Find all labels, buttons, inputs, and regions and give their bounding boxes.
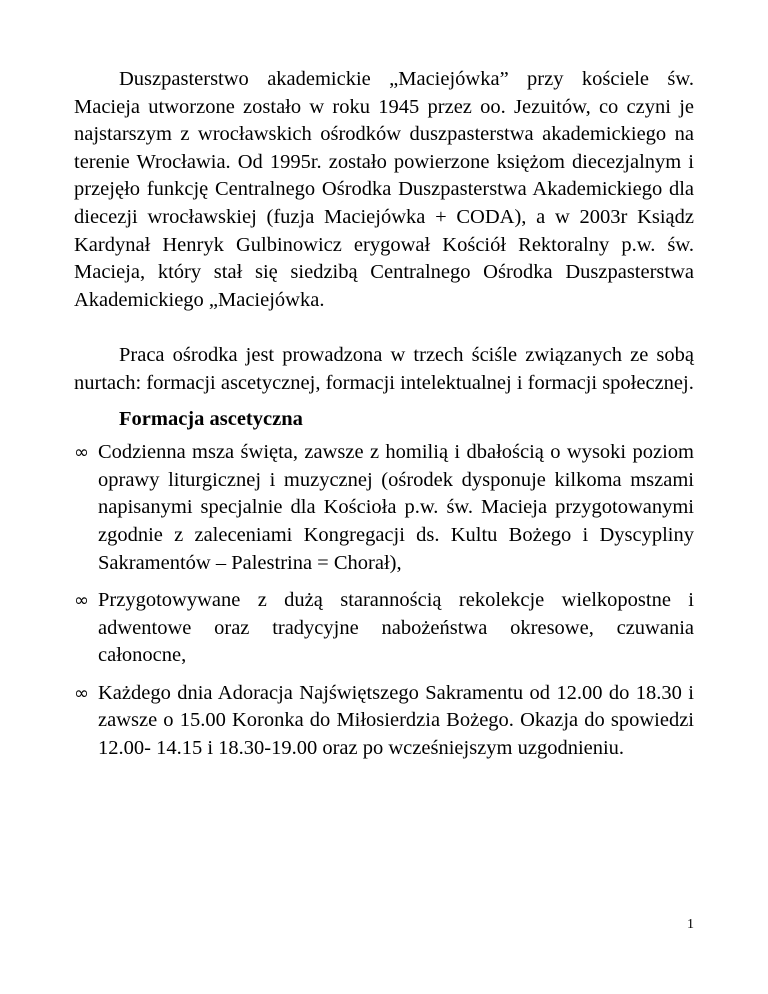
list-item <box>74 587 694 670</box>
infinity-bullet-icon: ∞ <box>74 590 89 612</box>
list-item <box>74 680 694 763</box>
infinity-bullet-icon: ∞ <box>74 682 89 704</box>
list-item-text: Codzienna msza święta, zawsze z homilią i dbałością o wysoki poziom oprawy liturgicznej i muzycznej (ośrodek dysponuje kilkoma mszami napisanymi specjalnie dla Kościoła p.w. św. Macieja przygotowanymi zgodnie z zaleceniami Kongregacji ds. Kultu Bożego i Dyscypliny Sakramentów – Palestrina = Chorał), <box>98 441 694 574</box>
list-item-text: Przygotowywane z dużą starannością rekolekcje wielkopostne i adwentowe oraz tradycyjne nabożeństwa okresowe, czuwania całonocne, <box>98 589 694 667</box>
infinity-bullet-icon: ∞ <box>74 442 89 464</box>
intro-paragraph: Duszpasterstwo akademickie „Maciejówka” przy kościele św. Macieja utworzone zostało w roku 1945 przez oo. Jezuitów, co czyni je najstarszym z wrocławskich ośrodków duszpasterstwa akademickiego na terenie Wrocławia. Od 1995r. zostało powierzone księżom diecezjalnym i przejęło funkcję Centralnego Ośrodka Duszpasterstwa Akademickiego dla diecezji wrocławskiej (fuzja Maciejówka + CODA), a w 2003r Ksiądz Kardynał Henryk Gulbinowicz erygował Kościół Rektoralny p.w. św. Macieja, który stał się siedzibą Centralnego Ośrodka Duszpasterstwa Akademickiego „Maciejówka. <box>74 68 694 311</box>
list-item-text: Każdego dnia Adoracja Najświętszego Sakramentu od 12.00 do 18.30 i zawsze o 15.00 Koronka do Miłosierdzia Bożego. Okazja do spowiedzi 12.00- 14.15 i 18.30-19.00 oraz po wcześniejszym uzgodnieniu. <box>98 681 694 760</box>
bullet-list <box>74 439 694 763</box>
page-number: 1 <box>687 917 694 932</box>
section-heading: Formacja ascetyczna <box>119 407 303 430</box>
list-item <box>74 439 694 577</box>
formation-paragraph: Praca ośrodka jest prowadzona w trzech ściśle związanych ze sobą nurtach: formacji ascetycznej, formacji intelektualnej i formacji społecznej. <box>74 344 694 394</box>
document-body <box>74 66 694 763</box>
